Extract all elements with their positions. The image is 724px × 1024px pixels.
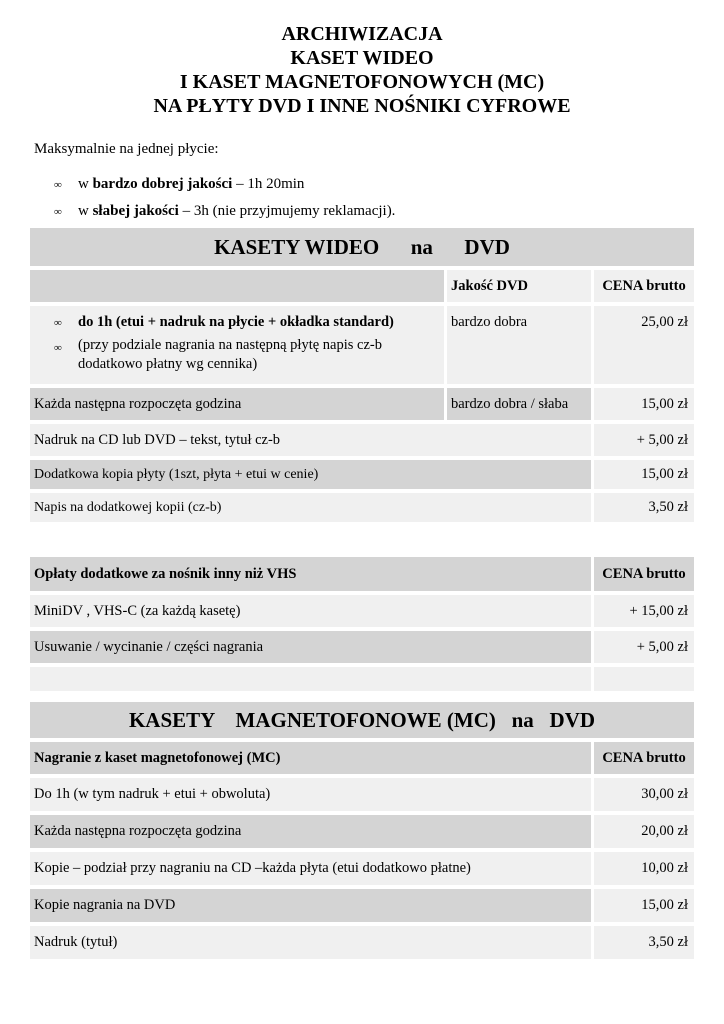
document-title bbox=[0, 22, 724, 118]
intro-text: Maksymalnie na jednej płycie: bbox=[34, 141, 219, 157]
row-label: Usuwanie / wycinanie / części nagrania bbox=[30, 631, 591, 667]
col-quality-header: Jakość DVD bbox=[444, 270, 591, 306]
row-label: Napis na dodatkowej kopii (cz-b) bbox=[30, 493, 591, 526]
header-empty-cell bbox=[30, 270, 444, 306]
row-price: 15,00 zł bbox=[591, 460, 694, 493]
row-price: + 5,00 zł bbox=[591, 424, 694, 460]
row-price: 20,00 zł bbox=[591, 815, 694, 852]
row-label: Dodatkowa kopia płyty (1szt, płyta + etui w cenie) bbox=[30, 460, 591, 493]
extra-fees-table bbox=[30, 557, 694, 695]
row-label: MiniDV , VHS-C (za każdą kasetę) bbox=[30, 595, 591, 631]
row-quality: bardzo dobra / słaba bbox=[444, 388, 591, 424]
mc-table-heading: KASETY MAGNETOFONOWE (MC) na DVD bbox=[30, 702, 694, 742]
row-price: 3,50 zł bbox=[591, 926, 694, 963]
title-line-3: I KASET MAGNETOFONOWYCH (MC) bbox=[179, 71, 545, 93]
title-line-1: ARCHIWIZACJA bbox=[281, 23, 443, 45]
bullet-good-quality: ∞ w bardzo dobrej jakości – 1h 20min bbox=[54, 176, 305, 192]
row-label: Każda następna rozpoczęta godzina bbox=[30, 388, 444, 424]
mc-header: Nagranie z kaset magnetofonowej (MC) bbox=[30, 742, 591, 778]
title-line-4: NA PŁYTY DVD I INNE NOŚNIKI CYFROWE bbox=[153, 95, 571, 117]
row-label: Nadruk na CD lub DVD – tekst, tytuł cz-b bbox=[30, 424, 591, 460]
row-price: 15,00 zł bbox=[591, 889, 694, 926]
base-service-note: (przy podziale nagrania na następną płytę napis cz-b dodatkowo płatny wg cennika) bbox=[78, 337, 382, 372]
base-price: 25,00 zł bbox=[591, 306, 694, 388]
row-label: Każda następna rozpoczęta godzina bbox=[30, 815, 591, 852]
infinity-bullet-icon: ∞ bbox=[54, 317, 62, 329]
row-label: Kopie nagrania na DVD bbox=[30, 889, 591, 926]
row-price: 10,00 zł bbox=[591, 852, 694, 889]
row-price: 30,00 zł bbox=[591, 778, 694, 815]
row-label: Do 1h (w tym nadruk + etui + obwoluta) bbox=[30, 778, 591, 815]
title-line-2: KASET WIDEO bbox=[290, 47, 434, 69]
row-price: + 5,00 zł bbox=[591, 631, 694, 667]
empty-row-cell bbox=[591, 667, 694, 695]
base-service-label: do 1h (etui + nadruk na płycie + okładka standard) bbox=[78, 314, 394, 330]
mc-price-header: CENA brutto bbox=[591, 742, 694, 778]
video-table-heading: KASETY WIDEO na DVD bbox=[30, 228, 694, 270]
extra-fees-header: Opłaty dodatkowe za nośnik inny niż VHS bbox=[30, 557, 591, 595]
col-price-header: CENA brutto bbox=[591, 270, 694, 306]
base-service-cell bbox=[30, 306, 444, 388]
row-label: Kopie – podział przy nagraniu na CD –każda płyta (etui dodatkowo płatne) bbox=[30, 852, 591, 889]
bullet-poor-quality: ∞ w słabej jakości – 3h (nie przyjmujemy reklamacji). bbox=[54, 203, 396, 219]
base-quality: bardzo dobra bbox=[444, 306, 591, 388]
infinity-bullet-icon: ∞ bbox=[54, 342, 62, 354]
empty-row-cell bbox=[30, 667, 591, 695]
mc-price-table bbox=[30, 702, 694, 963]
infinity-bullet-icon: ∞ bbox=[54, 206, 62, 218]
row-price: + 15,00 zł bbox=[591, 595, 694, 631]
row-label: Nadruk (tytuł) bbox=[30, 926, 591, 963]
row-price: 15,00 zł bbox=[591, 388, 694, 424]
row-price: 3,50 zł bbox=[591, 493, 694, 526]
video-price-table bbox=[30, 228, 694, 526]
extra-fees-price-header: CENA brutto bbox=[591, 557, 694, 595]
infinity-bullet-icon: ∞ bbox=[54, 179, 62, 191]
